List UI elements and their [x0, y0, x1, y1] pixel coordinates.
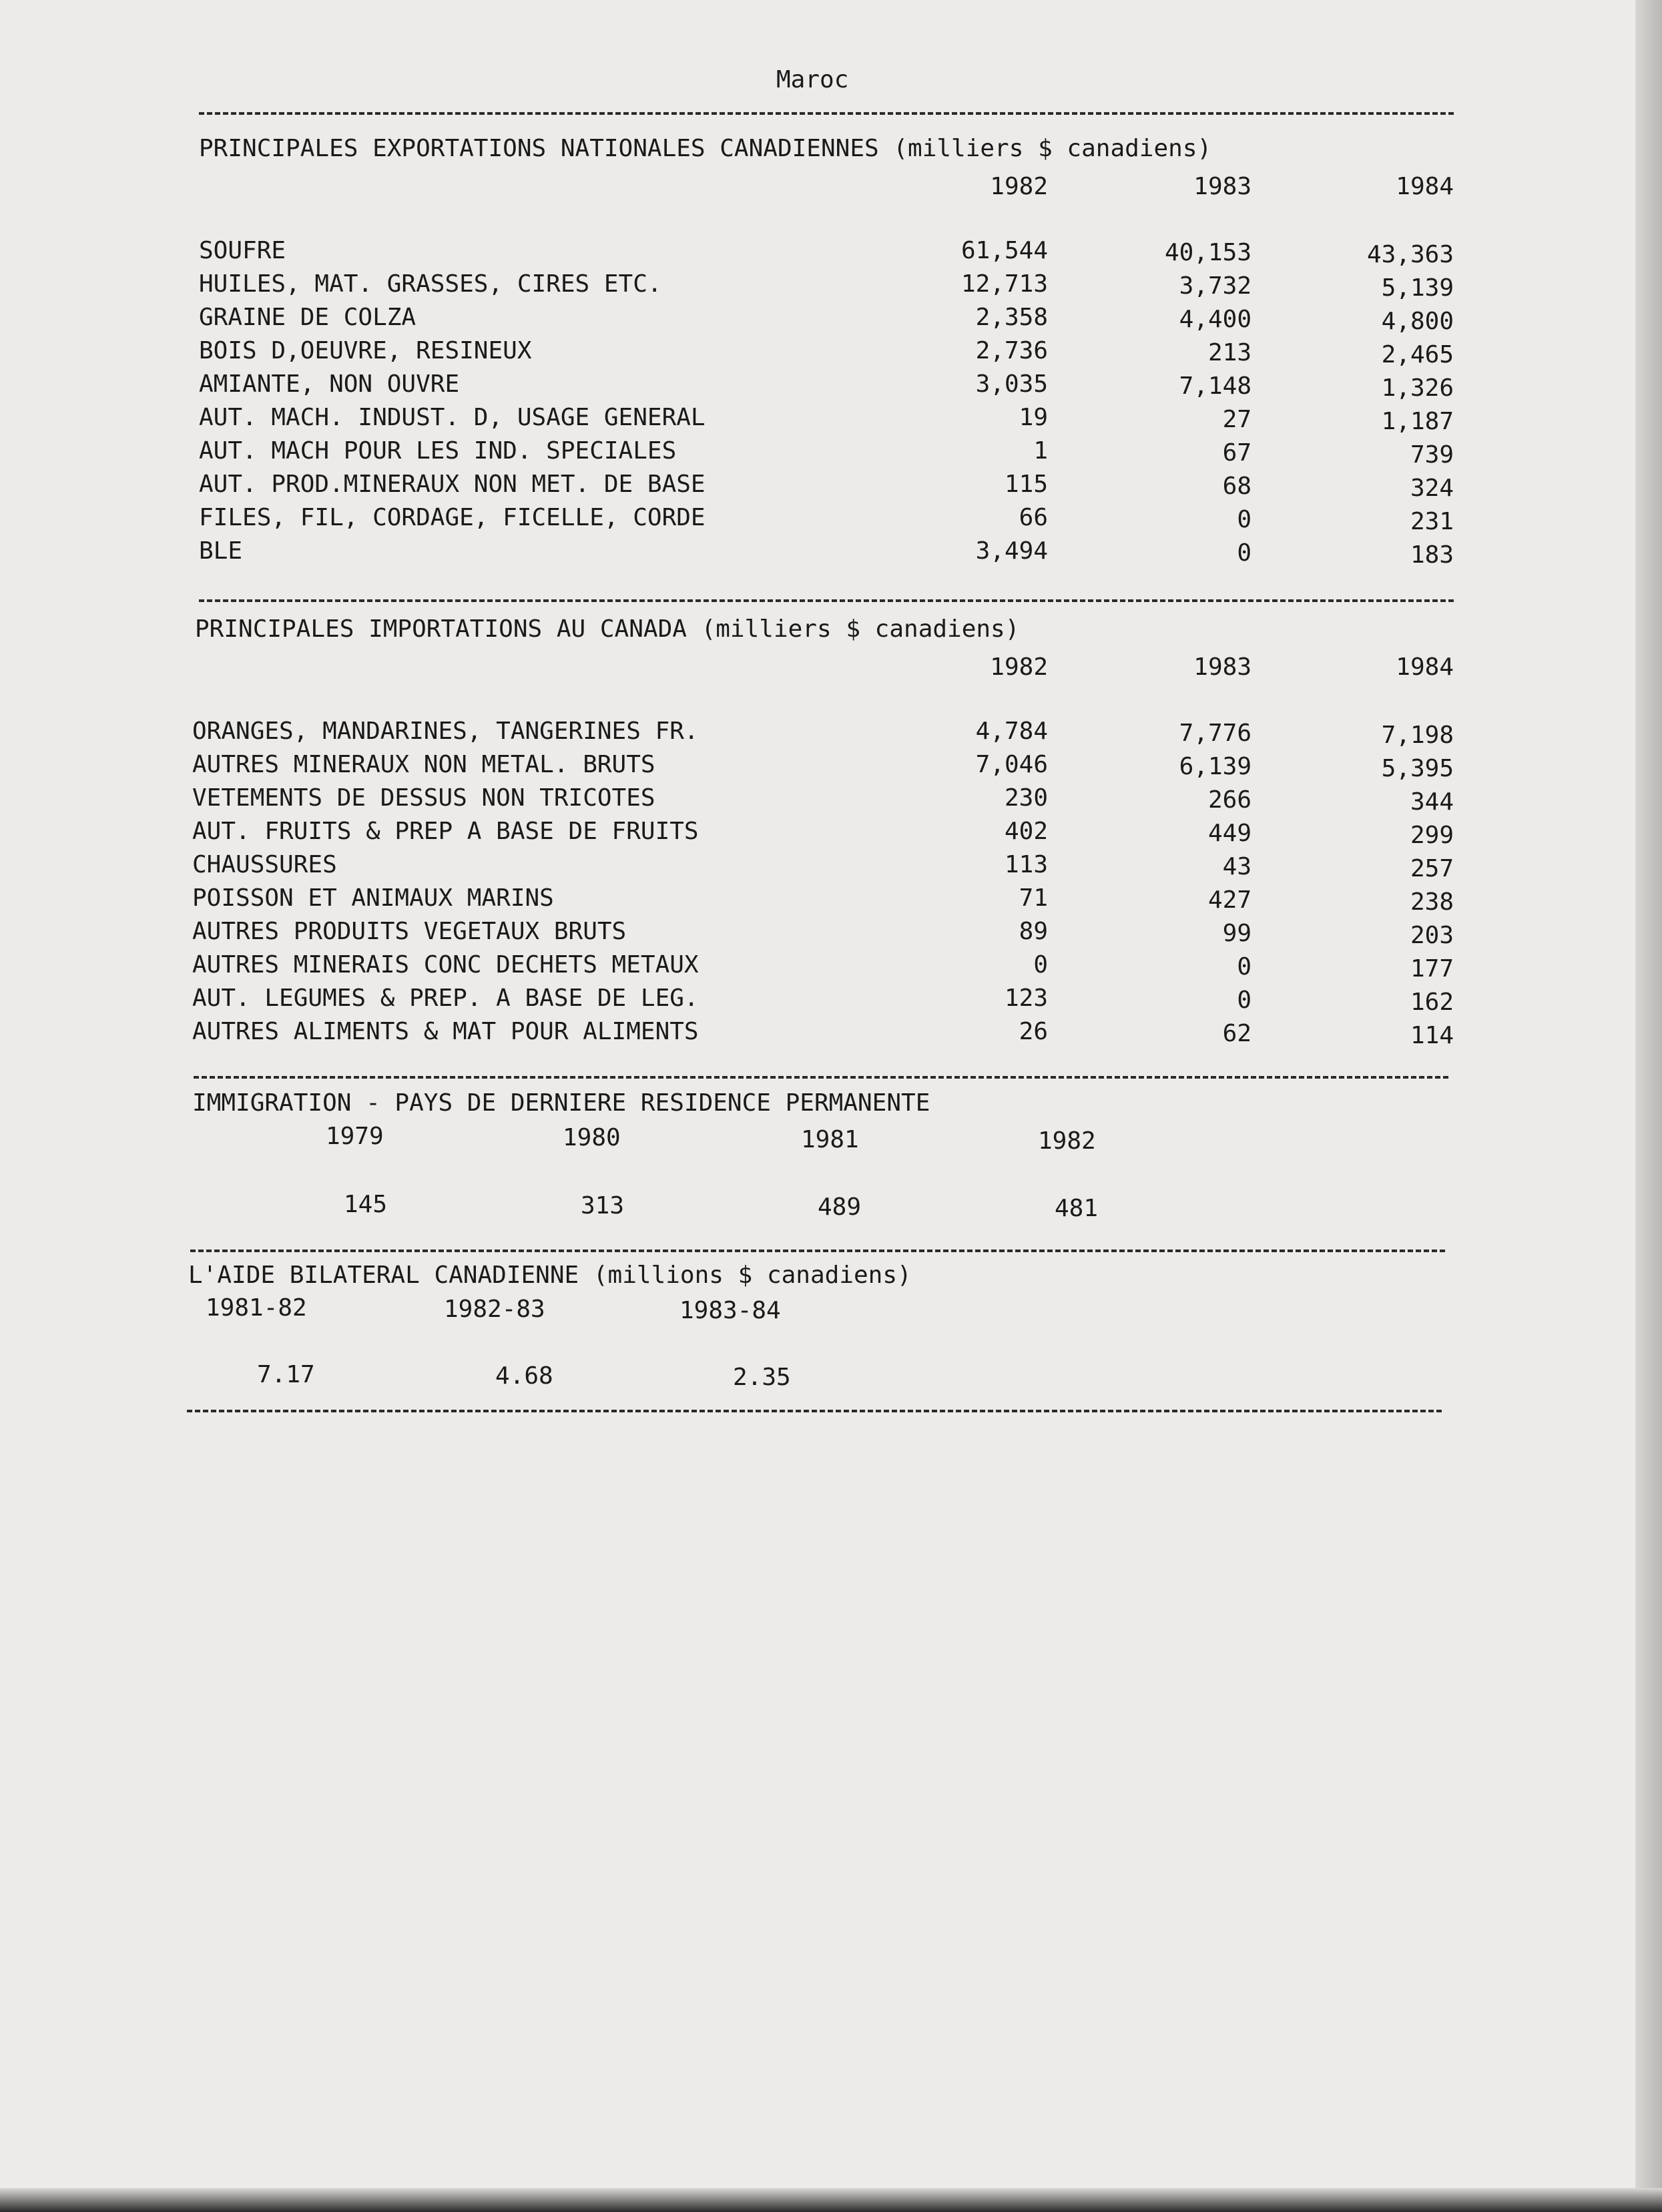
aid-value: 7.17 — [257, 1361, 315, 1388]
row-value: 12,713 — [960, 270, 1048, 298]
row-label: AUTRES MINERAIS CONC DECHETS METAUX — [192, 951, 699, 979]
row-value: 1 — [1033, 437, 1048, 465]
row-value: 162 — [1410, 989, 1454, 1016]
row-label: ORANGES, MANDARINES, TANGERINES FR. — [192, 718, 699, 745]
aid-year: 1982-83 — [444, 1296, 545, 1323]
table-row — [0, 987, 1468, 1020]
imports-year-1982: 1982 — [990, 653, 1048, 681]
table-row — [0, 272, 1468, 306]
divider — [199, 112, 1454, 115]
aid-value: 2.35 — [733, 1364, 791, 1391]
table-row — [0, 786, 1468, 820]
row-value: 402 — [1004, 818, 1048, 845]
row-value: 99 — [1222, 920, 1252, 947]
table-row — [0, 1020, 1468, 1053]
row-label: GRAINE DE COLZA — [199, 304, 417, 331]
exports-heading: PRINCIPALES EXPORTATIONS NATIONALES CANADIENNES (milliers $ canadiens) — [199, 135, 1212, 162]
page-edge-shadow — [1635, 0, 1662, 2212]
row-value: 66 — [1019, 504, 1048, 531]
row-value: 2,465 — [1381, 341, 1454, 368]
row-value: 0 — [1237, 539, 1252, 567]
row-label: AUT. MACH. INDUST. D, USAGE GENERAL — [199, 404, 706, 431]
row-value: 115 — [1004, 471, 1048, 498]
row-value: 213 — [1207, 339, 1252, 366]
divider — [199, 599, 1454, 602]
row-value: 427 — [1207, 886, 1252, 914]
row-label: CHAUSSURES — [192, 851, 337, 878]
row-value: 27 — [1222, 406, 1252, 433]
row-value: 3,035 — [975, 370, 1048, 398]
table-row — [0, 473, 1468, 506]
row-value: 7,148 — [1179, 372, 1252, 400]
row-value: 257 — [1410, 855, 1454, 882]
row-label: AUTRES PRODUITS VEGETAUX BRUTS — [192, 918, 627, 945]
row-value: 324 — [1410, 475, 1454, 502]
row-value: 5,395 — [1381, 755, 1454, 782]
table-row — [0, 753, 1468, 786]
row-value: 68 — [1222, 473, 1252, 500]
row-value: 4,400 — [1179, 306, 1252, 333]
aid-year: 1983-84 — [679, 1297, 781, 1324]
row-value: 40,153 — [1164, 239, 1252, 266]
row-label: AUT. FRUITS & PREP A BASE DE FRUITS — [192, 818, 699, 845]
row-value: 62 — [1222, 1020, 1252, 1047]
row-label: AUT. MACH POUR LES IND. SPECIALES — [199, 437, 677, 465]
row-value: 183 — [1410, 541, 1454, 569]
exports-year-1982: 1982 — [990, 173, 1048, 200]
row-label: AUT. LEGUMES & PREP. A BASE DE LEG. — [192, 985, 699, 1012]
row-value: 7,198 — [1381, 722, 1454, 749]
row-label: POISSON ET ANIMAUX MARINS — [192, 884, 554, 912]
immigration-value: 313 — [581, 1192, 625, 1219]
row-value: 61,544 — [960, 237, 1048, 264]
row-label: HUILES, MAT. GRASSES, CIRES ETC. — [199, 270, 662, 298]
row-value: 7,776 — [1179, 720, 1252, 747]
immigration-year: 1980 — [563, 1124, 621, 1151]
row-value: 0 — [1237, 987, 1252, 1014]
row-value: 299 — [1410, 822, 1454, 849]
row-value: 26 — [1019, 1018, 1048, 1045]
immigration-value: 145 — [344, 1191, 388, 1218]
row-label: BLE — [199, 537, 243, 565]
table-row — [0, 239, 1468, 272]
table-row — [0, 920, 1468, 953]
table-row — [0, 439, 1468, 473]
row-value: 2,736 — [975, 337, 1048, 364]
row-value: 739 — [1410, 441, 1454, 469]
table-row — [0, 339, 1468, 372]
table-row — [0, 406, 1468, 439]
row-value: 0 — [1237, 953, 1252, 981]
row-value: 123 — [1004, 985, 1048, 1012]
row-value: 71 — [1019, 884, 1048, 912]
divider — [194, 1076, 1448, 1079]
table-row — [0, 820, 1468, 853]
row-label: BOIS D,OEUVRE, RESINEUX — [199, 337, 532, 364]
aid-year: 1981-82 — [206, 1294, 307, 1322]
row-value: 449 — [1207, 820, 1252, 847]
imports-year-1984: 1984 — [1396, 653, 1454, 681]
row-value: 177 — [1410, 955, 1454, 983]
row-value: 3,732 — [1179, 272, 1252, 300]
row-value: 113 — [1004, 851, 1048, 878]
row-value: 2,358 — [975, 304, 1048, 331]
row-value: 43,363 — [1366, 241, 1454, 268]
row-label: AUTRES ALIMENTS & MAT POUR ALIMENTS — [192, 1018, 699, 1045]
row-label: AUT. PROD.MINERAUX NON MET. DE BASE — [199, 471, 706, 498]
row-value: 1,187 — [1381, 408, 1454, 435]
table-row — [0, 506, 1468, 539]
table-row — [0, 720, 1468, 753]
row-label: FILES, FIL, CORDAGE, FICELLE, CORDE — [199, 504, 706, 531]
row-value: 0 — [1237, 506, 1252, 533]
divider — [187, 1410, 1442, 1412]
row-value: 230 — [1004, 784, 1048, 812]
page-title: Maroc — [776, 66, 849, 93]
row-value: 1,326 — [1381, 374, 1454, 402]
row-value: 344 — [1410, 788, 1454, 816]
table-row — [0, 886, 1468, 920]
imports-heading: PRINCIPALES IMPORTATIONS AU CANADA (milliers $ canadiens) — [195, 615, 1020, 643]
row-value: 7,046 — [975, 751, 1048, 778]
row-value: 231 — [1410, 508, 1454, 535]
exports-year-1983: 1983 — [1193, 173, 1252, 200]
table-row — [0, 539, 1468, 573]
row-value: 0 — [1033, 951, 1048, 979]
immigration-year: 1981 — [801, 1126, 859, 1153]
immigration-year: 1982 — [1038, 1127, 1096, 1155]
row-label: AUTRES MINERAUX NON METAL. BRUTS — [192, 751, 655, 778]
row-value: 6,139 — [1179, 753, 1252, 780]
exports-year-1984: 1984 — [1396, 173, 1454, 200]
row-value: 89 — [1019, 918, 1048, 945]
row-label: SOUFRE — [199, 237, 286, 264]
immigration-heading: IMMIGRATION - PAYS DE DERNIERE RESIDENCE PERMANENTE — [192, 1089, 930, 1117]
divider — [190, 1250, 1445, 1252]
row-value: 4,784 — [975, 718, 1048, 745]
row-value: 5,139 — [1381, 274, 1454, 302]
table-row — [0, 372, 1468, 406]
immigration-value: 489 — [818, 1193, 862, 1221]
row-value: 3,494 — [975, 537, 1048, 565]
table-row — [0, 306, 1468, 339]
row-value: 4,800 — [1381, 308, 1454, 335]
aid-value: 4.68 — [495, 1362, 553, 1390]
row-label: AMIANTE, NON OUVRE — [199, 370, 460, 398]
row-value: 43 — [1222, 853, 1252, 880]
row-value: 238 — [1410, 888, 1454, 916]
row-value: 266 — [1207, 786, 1252, 814]
row-value: 114 — [1410, 1022, 1454, 1049]
table-row — [0, 853, 1468, 886]
row-label: VETEMENTS DE DESSUS NON TRICOTES — [192, 784, 655, 812]
row-value: 203 — [1410, 922, 1454, 949]
aid-heading: L'AIDE BILATERAL CANADIENNE (millions $ canadiens) — [188, 1262, 912, 1289]
page-bottom-shadow — [0, 2188, 1662, 2212]
imports-year-1983: 1983 — [1193, 653, 1252, 681]
row-value: 67 — [1222, 439, 1252, 467]
table-row — [0, 953, 1468, 987]
immigration-value: 481 — [1055, 1195, 1099, 1222]
row-value: 19 — [1019, 404, 1048, 431]
immigration-year: 1979 — [326, 1123, 384, 1150]
